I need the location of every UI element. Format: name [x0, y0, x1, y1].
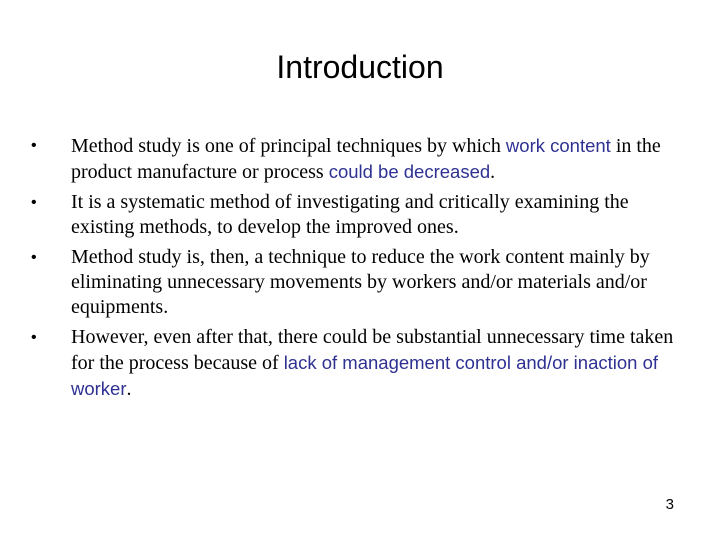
bullet-text: Method study is, then, a technique to reduce the work content mainly by eliminating unnecessary movements by workers and/or materials and/or equipments.: [71, 246, 650, 318]
bullet-item: [28, 245, 688, 320]
bullet-highlight-text: could be decreased: [328, 161, 491, 182]
bullet-dot-icon: •: [31, 137, 37, 154]
bullet-item: [28, 133, 688, 185]
bullet-text: It is a systematic method of investigating and critically examining the existing methods, to develop the improved ones.: [71, 191, 629, 238]
bullet-text: in the product manufacture or process: [71, 135, 661, 183]
bullet-list: [28, 133, 688, 407]
bullet-item: [28, 190, 688, 240]
slide-title: Introduction: [276, 49, 444, 85]
bullet-dot-icon: •: [31, 329, 37, 346]
bullet-highlight-text: work content: [505, 135, 611, 156]
bullet-text: .: [126, 378, 132, 400]
bullet-item: [28, 325, 688, 402]
bullet-highlight-text: lack of management control and/or inaction of worker: [71, 352, 659, 399]
bullet-dot-icon: •: [31, 194, 37, 211]
bullet-text: Method study is one of principal techniques by which: [71, 135, 506, 157]
bullet-text: However, even after that, there could be substantial unnecessary time taken for the process because of: [71, 326, 674, 374]
page-number: 3: [665, 496, 674, 513]
bullet-text: .: [490, 161, 496, 183]
bullet-dot-icon: •: [31, 249, 37, 266]
